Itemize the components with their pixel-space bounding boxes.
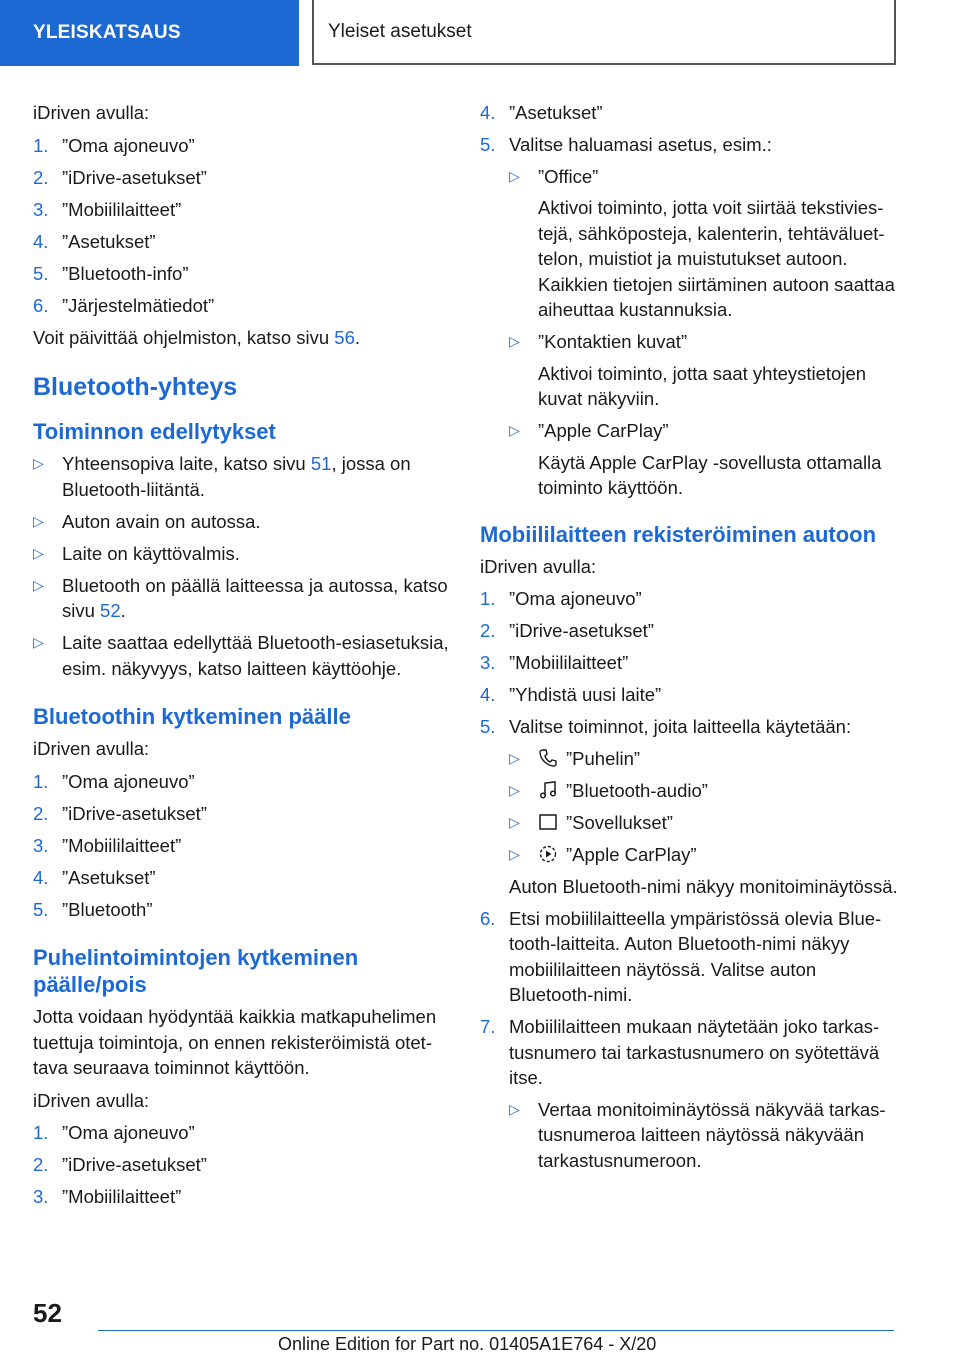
- list-item: [33, 1120, 453, 1146]
- step-number: 5.: [33, 898, 49, 920]
- list-item: [33, 261, 453, 287]
- page-link-51[interactable]: 51: [310, 453, 332, 474]
- item-text: Laite saattaa edellyttää Bluetooth-esiasetuksia, esim. näkyvyys, katso laitteen käyttöohje.: [62, 632, 449, 679]
- step-number: 3.: [33, 834, 49, 856]
- heading-register-device: Mobiililaitteen rekisteröiminen autoon: [480, 521, 877, 547]
- step-number: 3.: [480, 652, 496, 673]
- steps-list-3: [33, 1120, 453, 1210]
- list-item: [33, 897, 453, 923]
- item-text-end: , jossa on Bluetooth-liitäntä.: [62, 453, 411, 500]
- step-6-detail: Valitse auton Bluetooth-nimi.: [509, 958, 817, 1005]
- list-item: [33, 133, 453, 159]
- step-text: ”Bluetooth”: [62, 898, 153, 920]
- triangle-right-icon: ▷: [509, 422, 520, 438]
- step-text: Mobiililaitteen mukaan näytetään joko tarkastusnumero tai tarkastusnumero on syötettävä itse.: [509, 1016, 880, 1088]
- after-step-5-text: Auton Bluetooth-nimi näkyy monitoiminäytössä.: [509, 875, 898, 897]
- list-item: [33, 801, 453, 827]
- page-number: 52: [33, 1298, 62, 1328]
- heading-bluetooth-on: Bluetoothin kytkeminen päälle: [33, 704, 351, 729]
- step-text: ”Oma ajoneuvo”: [62, 1122, 195, 1143]
- list-item: [480, 618, 900, 644]
- intro-text: iDriven avulla:: [480, 555, 597, 577]
- step-text: ”Asetukset”: [62, 866, 156, 888]
- option-title: ”Apple CarPlay”: [538, 420, 669, 441]
- step-text: ”iDrive-asetukset”: [62, 802, 207, 824]
- list-item: [509, 329, 900, 412]
- step-number: 4.: [480, 102, 496, 123]
- step-text: ”iDrive-asetukset”: [62, 1154, 207, 1175]
- list-item: [509, 842, 900, 868]
- list-item: [33, 865, 453, 891]
- triangle-right-icon: ▷: [509, 333, 520, 349]
- section-title: Yleiset asetukset: [312, 0, 896, 65]
- list-item: [33, 769, 453, 795]
- list-item: [33, 197, 453, 223]
- triangle-right-icon: ▷: [509, 813, 520, 830]
- step-text: ”Mobiililaitteet”: [62, 198, 182, 220]
- step-number: 3.: [33, 1186, 49, 1207]
- list-item: [480, 132, 900, 501]
- list-item: [33, 1152, 453, 1178]
- step-number: 3.: [33, 198, 49, 220]
- step-6-detail: Auton Bluetooth-nimi näkyy mobiililaitteen näytössä.: [509, 933, 850, 980]
- steps-list-2: [33, 769, 453, 923]
- heading-requirements: Toiminnon edellytykset: [33, 419, 276, 444]
- list-item: [33, 165, 453, 191]
- list-item: [33, 833, 453, 859]
- list-item: [480, 682, 900, 708]
- step-number: 1.: [33, 1122, 49, 1143]
- list-item: [509, 164, 900, 323]
- list-item: [480, 586, 900, 612]
- list-item: [509, 418, 900, 501]
- step-number: 4.: [480, 684, 496, 705]
- step-number: 2.: [33, 1154, 49, 1175]
- triangle-right-icon: ▷: [33, 455, 44, 471]
- step-text: ”Yhdistä uusi laite”: [509, 684, 662, 705]
- update-text-body: Voit päivittää ohjelmiston, katso sivu: [33, 326, 335, 348]
- list-item: [509, 778, 900, 804]
- step-text: ”Oma ajoneuvo”: [62, 770, 195, 792]
- option-title: ”Kontaktien kuvat”: [538, 331, 688, 352]
- step-text: ”Mobiililaitteet”: [62, 1186, 182, 1207]
- option-description: Aktivoi toiminto, jotta saat yhteystietojen kuvat näkyviin.: [538, 362, 867, 409]
- options-list: [509, 164, 900, 501]
- list-item: [33, 509, 453, 535]
- step-number: 4.: [33, 866, 49, 888]
- list-item: [33, 573, 453, 624]
- step-text: ”Oma ajoneuvo”: [509, 588, 642, 609]
- list-item: [33, 229, 453, 255]
- left-column: [33, 100, 453, 1216]
- item-text: Auton avain on autossa.: [62, 510, 261, 532]
- item-text: Laite on käyttövalmis.: [62, 542, 240, 564]
- intro-text: iDriven avulla:: [33, 102, 150, 123]
- play-circle-icon: [538, 844, 558, 864]
- step-text: Valitse toiminnot, joita laitteella käytetään:: [509, 716, 852, 737]
- step-text: ”iDrive-asetukset”: [509, 620, 654, 641]
- list-item: [33, 1184, 453, 1210]
- step-number: 2.: [33, 802, 49, 824]
- function-label: ”Puhelin”: [566, 747, 641, 769]
- function-label: ”Sovellukset”: [566, 811, 673, 833]
- step-7-sublist: [509, 1097, 900, 1174]
- music-note-icon: [538, 780, 558, 800]
- steps-list-cont: [480, 100, 900, 501]
- step-number: 5.: [480, 716, 496, 737]
- step-number: 1.: [33, 134, 49, 156]
- step-text: ”Asetukset”: [62, 230, 156, 252]
- step-number: 7.: [480, 1016, 496, 1037]
- item-text: Vertaa monitoiminäytössä näkyvää tarkastusnumeroa laitteen näytössä näkyvään tarkastusnumeroon.: [538, 1098, 886, 1171]
- intro-text: iDriven avulla:: [33, 738, 150, 759]
- heading-bluetooth-connection: Bluetooth-yhteys: [33, 373, 238, 401]
- page-header: [0, 0, 960, 66]
- list-item: [33, 451, 453, 502]
- step-text: ”Järjestelmätiedot”: [62, 294, 215, 316]
- step-number: 5.: [480, 134, 496, 155]
- item-text-end: .: [120, 600, 126, 621]
- triangle-right-icon: ▷: [509, 1100, 520, 1117]
- list-item: [33, 293, 453, 319]
- chapter-tab: YLEISKATSAUS: [0, 0, 299, 66]
- page-link-56[interactable]: 56: [334, 326, 355, 348]
- step-number: 2.: [480, 620, 496, 641]
- list-item: [480, 1014, 900, 1173]
- function-label: ”Bluetooth-audio”: [566, 779, 708, 801]
- list-item: [509, 810, 900, 836]
- list-item: [33, 630, 453, 681]
- update-text: [33, 325, 453, 351]
- list-item: [480, 650, 900, 676]
- step-number: 6.: [33, 294, 49, 316]
- list-item: [480, 906, 900, 1008]
- update-text-end: .: [354, 326, 361, 348]
- phone-functions-text: Jotta voidaan hyödyntää kaikkia matkapuhelimen tuettuja toimintoja, on ennen rekisteröimistä otettava seuraava toiminnot käyttöön.: [33, 1006, 437, 1078]
- triangle-right-icon: ▷: [509, 781, 520, 798]
- steps-list-1: [33, 133, 453, 319]
- item-text: Bluetooth on päällä laitteessa ja autossa, katso sivu: [62, 574, 448, 621]
- step-number: 5.: [33, 262, 49, 284]
- step-number: 6.: [480, 907, 496, 929]
- intro-text: iDriven avulla:: [33, 1089, 150, 1111]
- step-number: 4.: [33, 230, 49, 252]
- footer-divider: [98, 1330, 894, 1331]
- triangle-right-icon: ▷: [509, 749, 520, 766]
- triangle-right-icon: ▷: [509, 167, 520, 184]
- list-item: [33, 541, 453, 567]
- function-label: ”Apple CarPlay”: [566, 843, 697, 865]
- requirements-list: [33, 451, 453, 681]
- option-description: Aktivoi toiminto, jotta voit siirtää tekstiviestejä, sähköposteja, kalenterin, tehtäväluettelon, muistiot ja muistutukset autoon. Kaikkien tietojen siirtäminen autoon saattaa aiheuttaa kustannuksia.: [538, 197, 895, 320]
- phone-icon: [538, 748, 558, 768]
- step-number: 2.: [33, 166, 49, 188]
- apps-square-icon: [538, 812, 558, 832]
- triangle-right-icon: ▷: [33, 544, 44, 561]
- step-text: Valitse haluamasi asetus, esim.:: [509, 134, 772, 155]
- list-item: [509, 746, 900, 772]
- step-text: ”Mobiililaitteet”: [509, 652, 629, 673]
- step-text: ”Asetukset”: [509, 102, 603, 123]
- step-number: 1.: [480, 588, 496, 609]
- list-item: [509, 1097, 900, 1174]
- step-number: 1.: [33, 770, 49, 792]
- heading-phone-functions: Puhelintoimintojen kytkeminen päälle/pois: [33, 945, 359, 997]
- page-link-52[interactable]: 52: [100, 600, 121, 621]
- step-text: ”Oma ajoneuvo”: [62, 134, 195, 156]
- triangle-right-icon: ▷: [33, 634, 44, 650]
- triangle-right-icon: ▷: [33, 512, 44, 529]
- footer-edition: Online Edition for Part no. 01405A1E764 - X/20: [278, 1334, 657, 1354]
- step-text: ”iDrive-asetukset”: [62, 166, 207, 188]
- option-description: Käytä Apple CarPlay -sovellusta ottamalla toiminto käyttöön.: [538, 451, 882, 498]
- option-title: ”Office”: [538, 165, 599, 187]
- step-text: Etsi mobiililaitteella ympäristössä olevia Bluetooth-laitteita.: [509, 907, 882, 954]
- triangle-right-icon: ▷: [509, 845, 520, 862]
- step-text: ”Mobiililaitteet”: [62, 834, 182, 856]
- item-text: Yhteensopiva laite, katso sivu: [62, 453, 311, 474]
- list-item: [480, 714, 900, 899]
- register-steps-list: [480, 586, 900, 1173]
- list-item: [480, 100, 900, 126]
- triangle-right-icon: ▷: [33, 576, 44, 593]
- right-column: [480, 100, 900, 1180]
- step-text: ”Bluetooth-info”: [62, 262, 189, 284]
- functions-list: [509, 746, 900, 868]
